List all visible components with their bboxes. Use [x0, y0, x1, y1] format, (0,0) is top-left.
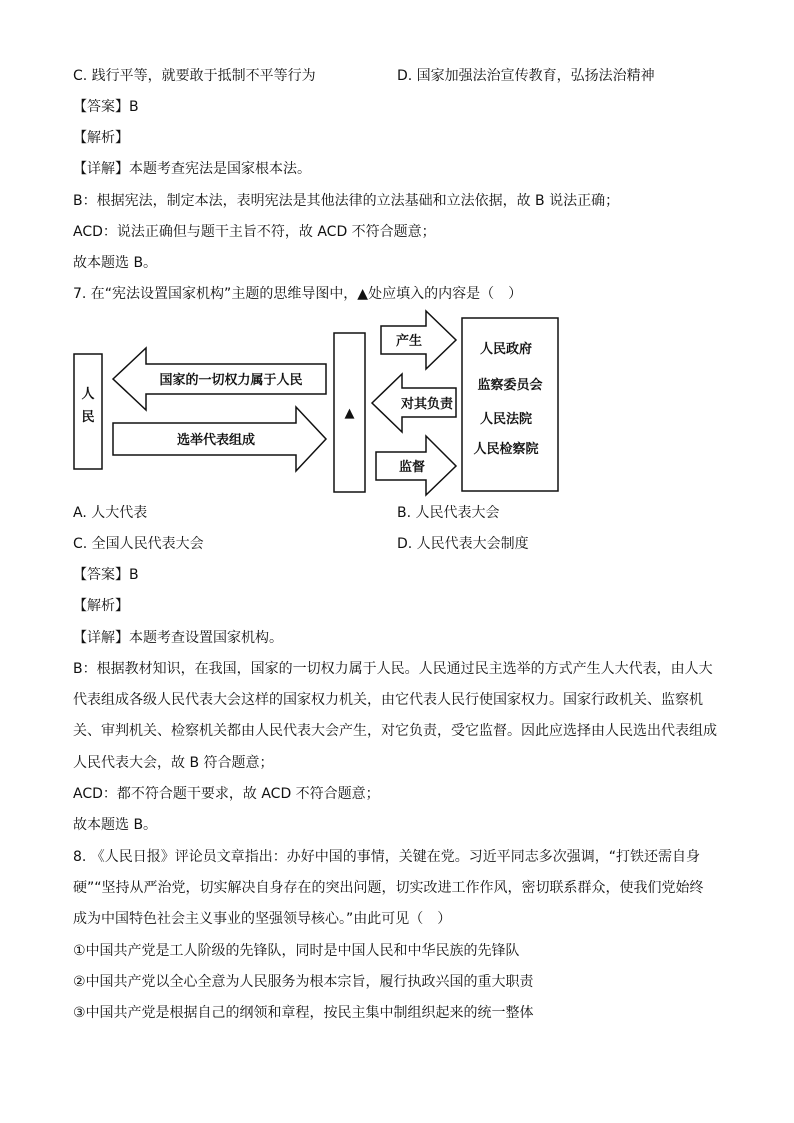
q6-b-line: B：根据宪法，制定本法，表明宪法是其他法律的立法基础和立法依据，故 B 说法正确； [73, 193, 620, 209]
q8-item-2: ②中国共产党以全心全意为人民服务为根本宗旨，履行执政兴国的重大职责 [73, 974, 534, 990]
q8-item-1: ①中国共产党是工人阶级的先锋队，同时是中国人民和中华民族的先锋队 [73, 943, 520, 959]
people-label-1: 人 [81, 387, 95, 402]
q7-explanation-1: B：根据教材知识，在我国，国家的一切权力属于人民。人民通过民主选举的方式产生人大代表，由人大 [73, 661, 713, 677]
q7-explanation-3: 关、审判机关、检察机关都由人民代表大会产生，对它负责，受它监督。因此应选择由人民选出代表组成 [73, 723, 717, 739]
q6-conclusion: 故本题选 B。 [73, 255, 158, 271]
q7-analysis-label: 【解析】 [73, 598, 129, 614]
q8-stem-1: 8. 《人民日报》评论员文章指出：办好中国的事情，关键在党。习近平同志多次强调，“打铁还需自身 [73, 849, 701, 865]
organ-court: 人民法院 [479, 412, 533, 427]
q8-item-3: ③中国共产党是根据自己的纲领和章程，按民主集中制组织起来的统一整体 [73, 1005, 534, 1021]
q7-detail: 【详解】本题考查设置国家机构。 [73, 630, 283, 646]
people-label-2: 民 [81, 410, 95, 425]
organ-supervision: 监察委员会 [477, 378, 543, 393]
q8-stem-2: 硬”“坚持从严治党，切实解决自身存在的突出问题，切实改进工作作风，密切联系群众，使我们党始终 [73, 880, 704, 896]
q6-option-c: C. 践行平等，就要敢于抵制不平等行为 [73, 68, 316, 84]
q7-explanation-2: 代表组成各级人民代表大会这样的国家权力机关，由它代表人民行使国家权力。国家行政机关、监察机 [73, 692, 703, 708]
center-triangle-label: ▲ [344, 406, 355, 421]
q6-analysis-label: 【解析】 [73, 130, 129, 146]
q7-option-a: A. 人大代表 [73, 505, 148, 521]
arrow-supervise-label: 监督 [398, 460, 426, 475]
q7-option-d: D. 人民代表大会制度 [397, 536, 529, 552]
arrow-produce-label: 产生 [395, 334, 423, 349]
q6-option-d: D. 国家加强法治宣传教育，弘扬法治精神 [397, 68, 655, 84]
q7-explanation-4: 人民代表大会，故 B 符合题意； [73, 755, 274, 771]
arrow-responsible-label: 对其负责 [400, 397, 454, 412]
q7-acd-line: ACD：都不符合题干要求，故 ACD 不符合题意； [73, 786, 380, 802]
arrow-power-label: 国家的一切权力属于人民 [159, 373, 303, 388]
q7-mind-map-diagram [70, 308, 570, 503]
q6-answer: 【答案】B [73, 99, 139, 115]
q7-stem: 7. 在“宪法设置国家机构”主题的思维导图中，▲处应填入的内容是（ ） [73, 286, 523, 302]
organ-government: 人民政府 [479, 342, 533, 357]
q7-option-c: C. 全国人民代表大会 [73, 536, 204, 552]
q8-stem-3: 成为中国特色社会主义事业的坚强领导核心。”由此可见（ ） [73, 911, 452, 927]
q7-answer: 【答案】B [73, 567, 139, 583]
q7-option-b: B. 人民代表大会 [397, 505, 500, 521]
q6-acd-line: ACD：说法正确但与题干主旨不符，故 ACD 不符合题意； [73, 224, 436, 240]
arrow-elect-label: 选举代表组成 [176, 433, 256, 448]
organ-procuratorate: 人民检察院 [473, 442, 539, 457]
q6-detail: 【详解】本题考查宪法是国家根本法。 [73, 161, 311, 177]
q7-conclusion: 故本题选 B。 [73, 817, 158, 833]
